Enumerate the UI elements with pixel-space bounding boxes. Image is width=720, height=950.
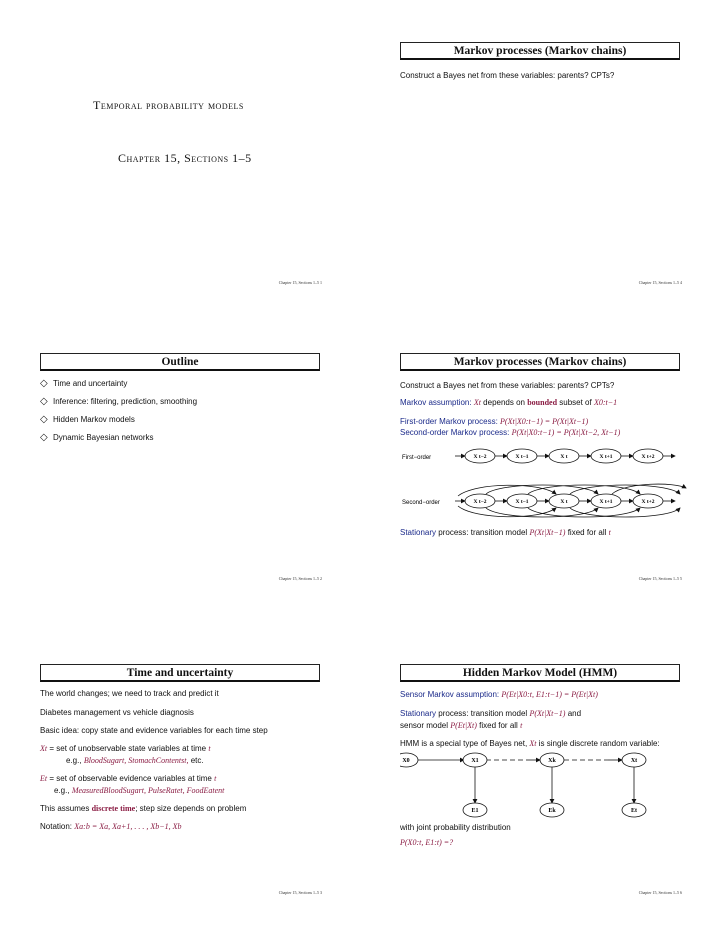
- slide-footer: Chapter 15, Sections 1–5 5: [638, 576, 682, 581]
- first-order-chain: [455, 449, 675, 463]
- hmm-definition: HMM is a special type of Bayes net, Xt is single discrete random variable:: [400, 739, 660, 748]
- slide-6: [360, 650, 720, 950]
- node-label: X t: [560, 499, 568, 505]
- slide-footer: Chapter 15, Sections 1–5 6: [638, 890, 682, 895]
- node-label: X0: [402, 758, 410, 764]
- stationary-process: Stationary process: transition model P(Xt|Xt−1) fixed for all t: [400, 528, 611, 537]
- slide-2: [360, 32, 720, 332]
- slide-3: [0, 340, 360, 640]
- node-label: Xk: [548, 758, 556, 764]
- first-order-eq: First-order Markov process: P(Xt|X0:t−1) = P(Xt|Xt−1): [400, 417, 589, 426]
- node-label: X t−1: [515, 454, 529, 460]
- node-label: X t+1: [599, 499, 613, 505]
- outline-item: ◇ Hidden Markov models: [40, 414, 135, 425]
- slide-header: Markov processes (Markov chains): [400, 42, 680, 60]
- slide-footer: Chapter 15, Sections 1–5 1: [278, 280, 322, 285]
- slide-1: [0, 32, 360, 332]
- slide-footer: Chapter 15, Sections 1–5 4: [638, 280, 682, 285]
- node-label: X t+2: [641, 499, 655, 505]
- node-label: X t+1: [599, 454, 613, 460]
- node-label: X t−2: [473, 454, 487, 460]
- stationary-process: Stationary process: transition model P(Xt|Xt−1) and: [400, 709, 582, 718]
- slide-text: Construct a Bayes net from these variables: parents? CPTs?: [400, 381, 615, 390]
- deck-subtitle: Chapter 15, Sections 1–5: [118, 151, 252, 165]
- outline-item: ◇ Dynamic Bayesian networks: [40, 432, 154, 443]
- sensor-model: sensor model P(Et|Xt) fixed for all t: [400, 721, 523, 730]
- first-order-label: First−order: [402, 455, 432, 461]
- sensor-markov: Sensor Markov assumption: P(Et|X0:t, E1:t−1) = P(Et|Xt): [400, 690, 598, 699]
- diamond-icon: ◇: [40, 378, 48, 389]
- slide-text: with joint probability distribution: [400, 823, 511, 832]
- node-label: X t+2: [641, 454, 655, 460]
- node-label: Xt: [630, 758, 638, 764]
- joint-distribution: P(X0:t, E1:t) =?: [400, 838, 454, 847]
- slide-header: Time and uncertainty: [40, 664, 320, 682]
- node-label: Et: [631, 808, 637, 814]
- second-order-label: Second−order: [402, 500, 440, 506]
- markov-assumption: Markov assumption: Xt depends on bounded subset of X0:t−1: [400, 398, 618, 407]
- slide-text: Construct a Bayes net from these variables: parents? CPTs?: [400, 71, 615, 80]
- slide-header: Markov processes (Markov chains): [400, 353, 680, 371]
- diamond-icon: ◇: [40, 432, 48, 443]
- markov-chain-diagram: [400, 440, 690, 520]
- diamond-icon: ◇: [40, 396, 48, 407]
- notation: Notation: Xa:b = Xa, Xa+1, . . . , Xb−1, Xb: [40, 822, 182, 831]
- deck-title: Temporal probability models: [93, 98, 244, 112]
- slide-4: [360, 340, 720, 640]
- state-example: e.g., BloodSugart, StomachContentst, etc.: [66, 756, 204, 765]
- node-label: Ek: [548, 808, 556, 814]
- slide-text: The world changes; we need to track and predict it: [40, 689, 219, 698]
- slide-footer: Chapter 15, Sections 1–5 2: [278, 576, 322, 581]
- outline-item: ◇ Inference: filtering, prediction, smoothing: [40, 396, 198, 407]
- diamond-icon: ◇: [40, 414, 48, 425]
- node-label: X t−1: [515, 499, 529, 505]
- evidence-example: e.g., MeasuredBloodSugart, PulseRatet, FoodEatent: [54, 786, 225, 795]
- node-label: E1: [471, 808, 479, 814]
- node-label: X1: [471, 758, 479, 764]
- second-order-eq: Second-order Markov process: P(Xt|X0:t−1) = P(Xt|Xt−2, Xt−1): [400, 428, 621, 437]
- evidence-variables: Et = set of observable evidence variables at time t: [40, 774, 217, 783]
- state-variables: Xt = set of unobservable state variables at time t: [40, 744, 211, 753]
- node-label: X t−2: [473, 499, 487, 505]
- slide-5: [0, 650, 360, 950]
- slide-footer: Chapter 15, Sections 1–5 3: [278, 890, 322, 895]
- outline-item: ◇ Time and uncertainty: [40, 378, 128, 389]
- slide-header: Hidden Markov Model (HMM): [400, 664, 680, 682]
- slide-text: Basic idea: copy state and evidence variables for each time step: [40, 726, 268, 735]
- node-label: X t: [560, 454, 568, 460]
- slide-text: Diabetes management vs vehicle diagnosis: [40, 708, 194, 717]
- second-order-chain: [455, 484, 686, 517]
- hmm-diagram: [400, 750, 690, 830]
- discrete-time: This assumes discrete time; step size depends on problem: [40, 804, 247, 813]
- slide-header: Outline: [40, 353, 320, 371]
